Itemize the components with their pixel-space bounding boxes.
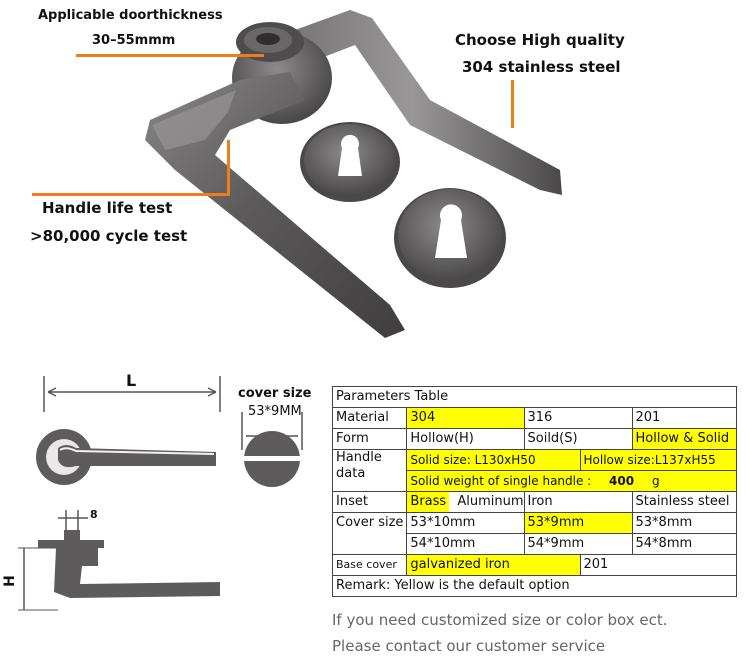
table-cell: 54*9mm <box>524 534 632 555</box>
row-label: Base cover <box>333 555 407 576</box>
life-test-pointer-h <box>32 193 230 196</box>
row-label: Material <box>333 408 407 429</box>
handle-side-view <box>18 510 220 610</box>
height-label: H <box>1 575 18 587</box>
table-title: Parameters Table <box>333 387 737 408</box>
table-row <box>333 429 737 450</box>
table-row <box>333 555 737 576</box>
custom-note: If you need customized size or color box ect. <box>332 611 668 629</box>
table-row <box>333 450 737 471</box>
inset-aluminum: Aluminum <box>457 494 524 509</box>
handle-front-view <box>36 429 216 485</box>
row-label: Inset <box>333 492 407 513</box>
table-remark: Remark: Yellow is the default option <box>333 576 737 597</box>
table-row <box>333 408 737 429</box>
row-label: Cover size <box>333 513 407 555</box>
parameters-table <box>332 386 737 597</box>
length-label: L <box>126 371 137 390</box>
table-cell: Soild(S) <box>524 429 632 450</box>
table-cell: Stainless steel <box>632 492 736 513</box>
table-cell: 53*10mm <box>407 513 524 534</box>
solid-size-cell: Solid size: L130xH50 <box>407 450 580 471</box>
weight-unit: g <box>651 474 660 488</box>
table-cell: 53*8mm <box>632 513 736 534</box>
steel-value: 304 stainless steel <box>462 58 621 76</box>
steel-title: Choose High quality <box>455 31 625 49</box>
table-cell: 316 <box>524 408 632 429</box>
front-handle <box>145 72 405 338</box>
cover-size-value: 53*9MM <box>248 404 302 419</box>
weight-label: Solid weight of single handle : <box>410 474 592 488</box>
table-cell: 53*9mm <box>524 513 632 534</box>
cover-size-label: cover size <box>238 386 312 401</box>
cover-view <box>242 412 302 487</box>
door-thickness-pointer <box>76 54 264 57</box>
life-test-value: >80,000 cycle test <box>30 227 188 245</box>
table-cell <box>407 492 524 513</box>
door-thickness-title: Applicable doorthickness <box>38 8 223 23</box>
data-label: data <box>336 466 366 481</box>
handle-label: Handle <box>336 450 382 465</box>
hollow-size-cell: Hollow size:L137xH55 <box>580 450 736 471</box>
steel-pointer <box>511 80 514 128</box>
door-thickness-value: 30–55mmm <box>92 33 176 48</box>
table-cell: Hollow(H) <box>407 429 524 450</box>
table-row <box>333 513 737 534</box>
escutcheon-large <box>394 188 506 288</box>
table-row <box>333 492 737 513</box>
table-cell: galvanized iron <box>407 555 580 576</box>
table-cell: 304 <box>407 408 524 429</box>
row-label: Form <box>333 429 407 450</box>
table-row <box>333 576 737 597</box>
escutcheon-small <box>300 122 400 202</box>
table-cell: 54*10mm <box>407 534 524 555</box>
table-cell: Iron <box>524 492 632 513</box>
width-label: 8 <box>90 508 98 521</box>
table-cell: 201 <box>632 408 736 429</box>
row-label <box>333 450 407 492</box>
table-cell: 54*8mm <box>632 534 736 555</box>
inset-brass: Brass <box>407 492 449 512</box>
life-test-title: Handle life test <box>42 199 173 217</box>
contact-note: Please contact our customer service <box>332 637 606 655</box>
table-cell: Hollow & Solid <box>632 429 736 450</box>
weight-cell <box>407 471 736 492</box>
table-cell: 201 <box>580 555 736 576</box>
life-test-pointer-v <box>227 140 230 196</box>
weight-value: 400 <box>609 474 635 488</box>
table-row <box>333 387 737 408</box>
